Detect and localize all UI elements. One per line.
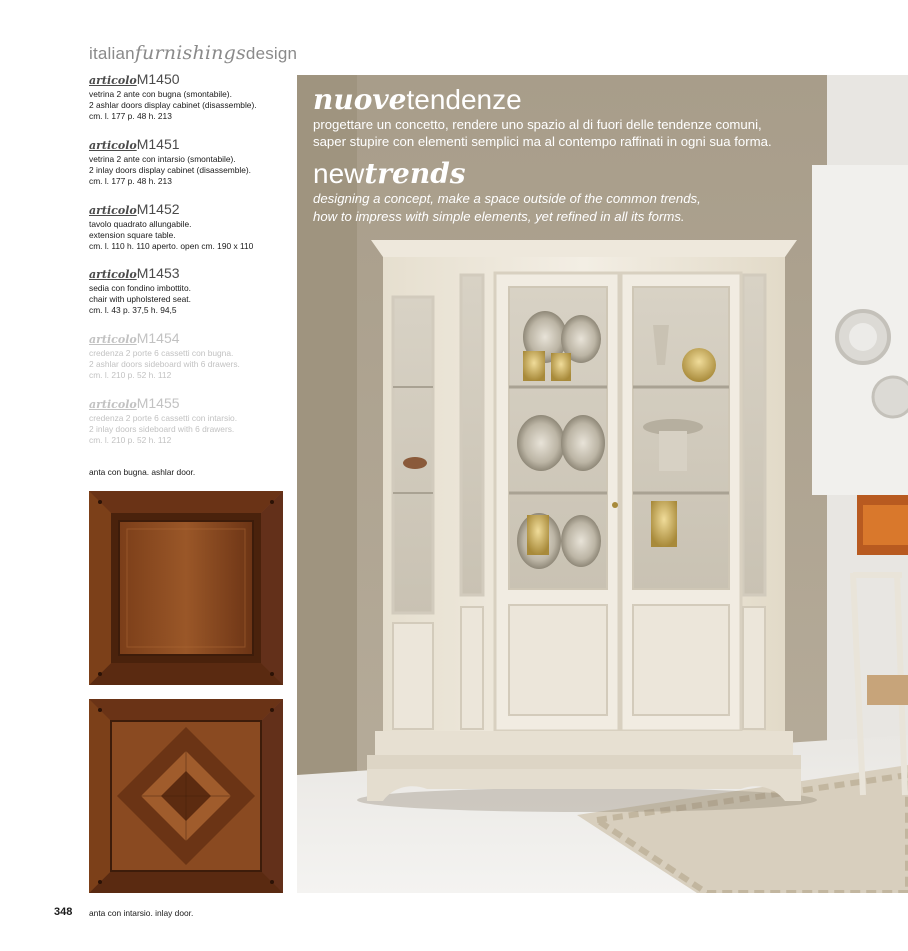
brand-header xyxy=(89,42,297,64)
article-m1452 xyxy=(89,201,289,251)
article-code: M1455 xyxy=(136,395,180,411)
article-desc-it: credenza 2 porte 6 cassetti con intarsio. xyxy=(89,413,238,423)
article-dimensions: cm. l. 43 p. 37,5 h. 94,5 xyxy=(89,304,177,315)
article-desc-it: tavolo quadrato allungabile. xyxy=(89,219,192,229)
headline-it-script: nuove xyxy=(313,83,407,116)
headline-en-script: trends xyxy=(364,157,466,190)
article-dimensions: cm. l. 177 p. 48 h. 213 xyxy=(89,175,172,186)
article-desc-it: sedia con fondino imbottito. xyxy=(89,283,191,293)
article-dimensions: cm. l. 177 p. 48 h. 213 xyxy=(89,110,172,121)
body-italian-line-1: progettare un concetto, rendere uno spazio al di fuori delle tendenze comuni, xyxy=(313,117,762,132)
article-desc-en: 2 ashlar doors display cabinet (disassemble). xyxy=(89,99,257,110)
body-english-line-2: how to impress with simple elements, yet refined in all its forms. xyxy=(313,209,685,224)
article-desc-en: 2 inlay doors sideboard with 6 drawers. xyxy=(89,423,235,434)
article-code: M1450 xyxy=(136,71,180,87)
headline-english xyxy=(313,159,466,189)
body-italian-line-2: saper stupire con elementi semplici ma al contempo raffinati in ogni sua forma. xyxy=(313,134,772,149)
article-dimensions: cm. l. 210 p. 52 h. 112 xyxy=(89,434,172,445)
page-number: 348 xyxy=(54,906,73,918)
article-m1453 xyxy=(89,265,289,315)
article-desc-it: credenza 2 porte 6 cassetti con bugna. xyxy=(89,348,234,358)
headline-en-plain: new xyxy=(313,158,365,189)
article-code: M1452 xyxy=(136,201,180,217)
article-desc-en: 2 inlay doors display cabinet (disassemble). xyxy=(89,164,251,175)
article-dimensions: cm. l. 110 h. 110 aperto. open cm. 190 x 110 xyxy=(89,240,254,251)
article-lead: articolo xyxy=(89,333,137,346)
brand-script: furnishings xyxy=(134,42,246,64)
headline-italian xyxy=(313,85,522,115)
article-desc-en: extension square table. xyxy=(89,229,176,240)
article-desc-it: vetrina 2 ante con intarsio (smontabile). xyxy=(89,154,236,164)
article-code: M1454 xyxy=(136,330,180,346)
article-m1450 xyxy=(89,71,289,121)
article-code: M1451 xyxy=(136,136,180,152)
article-desc-en: chair with upholstered seat. xyxy=(89,293,191,304)
body-english-line-1: designing a concept, make a space outside of the common trends, xyxy=(313,191,701,206)
inlay-door-swatch xyxy=(89,699,283,893)
caption-inlay-door: anta con intarsio. inlay door. xyxy=(89,908,194,918)
brand-prefix: italian xyxy=(89,44,135,63)
article-lead: articolo xyxy=(89,398,137,411)
article-m1455 xyxy=(89,395,289,445)
article-code: M1453 xyxy=(136,265,180,281)
article-lead: articolo xyxy=(89,268,137,281)
ashlar-door-swatch xyxy=(89,491,283,685)
caption-ashlar-door: anta con bugna. ashlar door. xyxy=(89,467,196,477)
headline-it-plain: tendenze xyxy=(406,84,522,115)
article-desc-en: 2 ashlar doors sideboard with 6 drawers. xyxy=(89,358,240,369)
article-lead: articolo xyxy=(89,139,137,152)
article-lead: articolo xyxy=(89,74,137,87)
article-desc-it: vetrina 2 ante con bugna (smontabile). xyxy=(89,89,232,99)
article-m1454 xyxy=(89,330,289,380)
brand-suffix: design xyxy=(245,44,298,63)
article-m1451 xyxy=(89,136,289,186)
article-dimensions: cm. l. 210 p. 52 h. 112 xyxy=(89,369,172,380)
article-lead: articolo xyxy=(89,204,137,217)
